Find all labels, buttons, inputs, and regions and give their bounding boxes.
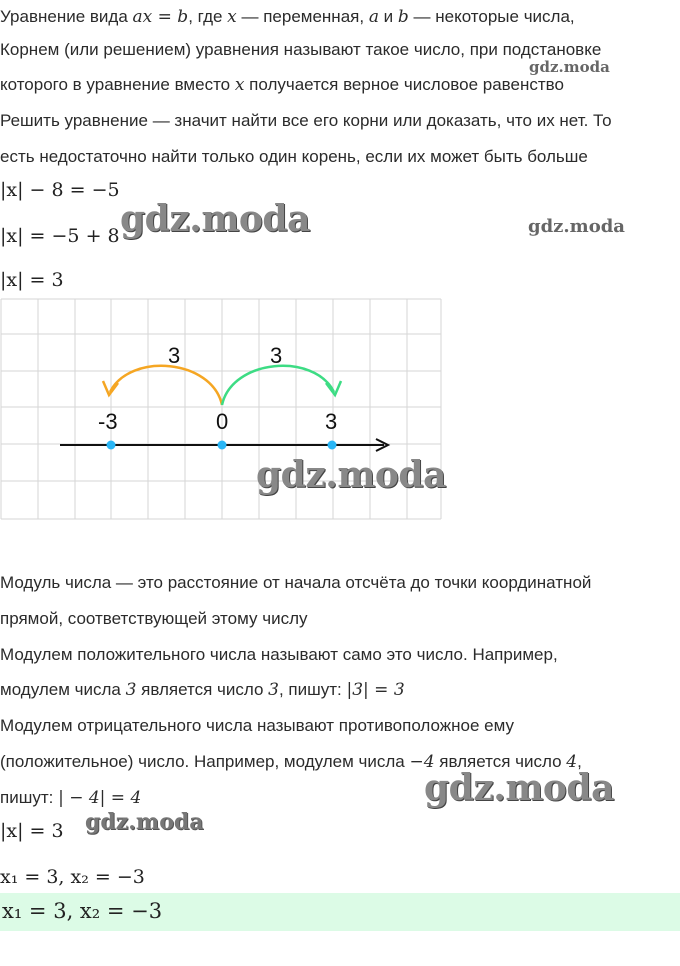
definition-line-1	[0, 5, 575, 29]
text-fragment: модулем числа	[0, 680, 126, 699]
watermark: gdz.moda	[529, 58, 610, 76]
math-fragment: | − 4| = 4	[58, 788, 142, 808]
text-fragment: — некоторые числа,	[408, 7, 575, 26]
definition-line-4: Решить уравнение — значит найти все его корни или доказать, что их нет. То	[0, 111, 612, 130]
math-fragment: a	[368, 7, 379, 27]
math-fragment: 3	[268, 680, 279, 700]
theory-line-3: Модулем положительного числа называют само это число. Например,	[0, 645, 558, 664]
math-fragment: b	[397, 7, 409, 27]
text-fragment: является число	[136, 680, 269, 699]
watermark: gdz.moda	[256, 454, 446, 496]
watermark: gdz.moda	[85, 809, 204, 835]
point-0	[218, 441, 227, 450]
left-arc	[110, 366, 222, 405]
theory-line-7	[0, 786, 141, 810]
point-label-3: 3	[325, 409, 338, 434]
point-label-0: 0	[216, 409, 229, 434]
math-fragment: |3| = 3	[346, 680, 405, 700]
text-fragment: получается верное числовое равенство	[244, 75, 564, 94]
definition-line-2: Корнем (или решением) уравнения называют такое число, при подстановке	[0, 40, 602, 59]
watermark: gdz.moda	[528, 216, 625, 237]
text-fragment: пишут:	[0, 788, 59, 807]
definition-line-5: есть недостаточно найти только один корень, если их может быть больше	[0, 147, 588, 166]
definition-line-3	[0, 73, 564, 97]
text-fragment: (положительное) число. Например, модулем числа	[0, 752, 410, 771]
point-3	[328, 441, 337, 450]
arc-label-right: 3	[270, 343, 283, 368]
text-fragment: — переменная,	[236, 7, 369, 26]
equation-step-5: x₁ = 3, x₂ = −3	[0, 866, 145, 888]
theory-line-5: Модулем отрицательного числа называют противоположное ему	[0, 716, 515, 735]
equation-step-2: |x| = −5 + 8	[0, 225, 120, 247]
theory-line-2: прямой, соответствующей этому числу	[0, 609, 308, 628]
right-arc	[222, 366, 334, 405]
text-fragment: Уравнение вида	[0, 7, 133, 26]
equation-step-1: |x| − 8 = −5	[0, 179, 120, 201]
math-fragment: 3	[125, 680, 137, 700]
point-label-minus-3: -3	[98, 409, 118, 434]
equation-step-3: |x| = 3	[0, 269, 64, 291]
text-fragment: является число	[434, 752, 567, 771]
arc-label-left: 3	[168, 343, 181, 368]
text-fragment: ,	[577, 752, 582, 771]
theory-line-4	[0, 678, 405, 702]
text-fragment: и	[378, 7, 398, 26]
theory-line-1: Модуль числа — это расстояние от начала отсчёта до точки координатной	[0, 573, 592, 592]
math-fragment: 4	[566, 752, 578, 772]
text-fragment: , где	[188, 7, 228, 26]
answer-text: x₁ = 3, x₂ = −3	[2, 899, 163, 923]
point-minus-3	[107, 441, 116, 450]
math-fragment: x	[234, 75, 245, 95]
equation-step-4: |x| = 3	[0, 820, 64, 842]
watermark: gdz.moda	[424, 767, 614, 809]
answer-box	[0, 893, 680, 931]
math-fragment: −4	[409, 752, 435, 772]
text-fragment: которого в уравнение вместо	[0, 75, 235, 94]
text-fragment: , пишут:	[278, 680, 347, 699]
math-fragment: x	[227, 7, 237, 27]
watermark: gdz.moda	[120, 198, 310, 240]
math-fragment: ax = b	[132, 7, 189, 27]
